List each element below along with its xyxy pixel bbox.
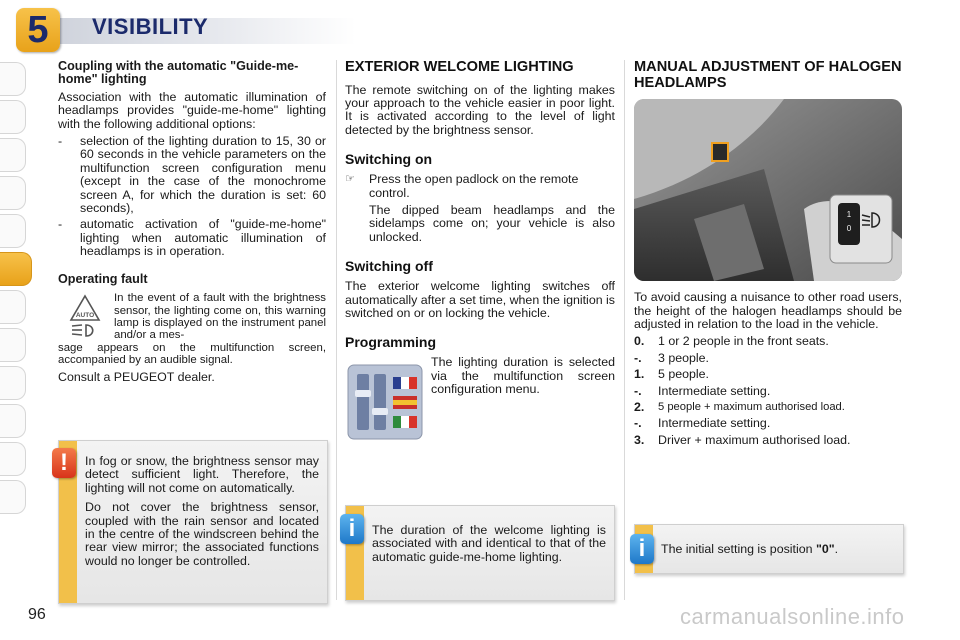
setting-text: Intermediate setting. — [658, 416, 771, 431]
duration-text: The duration of the welcome lighting is associated with and identical to that of the automatic guide-me-home lighting. — [372, 523, 606, 564]
welcome-intro: The remote switching on of the lighting makes your approach to the vehicle easier in poor light. It is activated according to the level of light detected by the brightness sensor. — [345, 82, 615, 137]
chapter-tab[interactable] — [0, 214, 26, 248]
programming-row — [345, 356, 615, 440]
welcome-lighting-title: EXTERIOR WELCOME LIGHTING — [345, 59, 574, 75]
setting-text: Intermediate setting. — [658, 383, 771, 398]
coupling-heading: Coupling with the automatic "Guide-me-home" lighting — [58, 59, 299, 87]
dash-mark: - — [58, 217, 63, 232]
chapter-tab[interactable] — [0, 290, 26, 324]
adjustment-intro: To avoid causing a nuisance to other road users, the height of the halogen headlamps should be adjusted in relation to the load in the vehicle. — [634, 290, 902, 331]
dash-mark: - — [58, 134, 63, 149]
auto-headlamp-warning-icon — [68, 294, 102, 342]
svg-text:AUTO: AUTO — [75, 312, 95, 320]
list-item — [634, 401, 902, 414]
headlamp-adjustment-dial-photo — [634, 99, 902, 281]
switching-off-heading: Switching off — [345, 258, 433, 275]
list-item — [634, 434, 902, 447]
list-item — [634, 385, 902, 398]
setting-key: -. — [634, 416, 642, 431]
load-settings-list — [634, 335, 902, 447]
list-item — [58, 135, 326, 215]
list-item — [634, 335, 902, 348]
coupling-intro: Association with the automatic illumination of headlamps provides "guide-me-home" lighting with the following additional options: — [58, 89, 326, 131]
chapter-tab[interactable] — [0, 442, 26, 476]
watermark: carmanualsonline.info — [680, 604, 905, 629]
setting-text: 1 or 2 people in the front seats. — [658, 334, 829, 349]
programming-text: The lighting duration is selected via the multifunction screen configuration menu. — [431, 355, 615, 397]
setting-text: Driver + maximum authorised load. — [658, 432, 851, 447]
page-title: VISIBILITY — [92, 14, 209, 39]
switching-on-result: The dipped beam headlamps and the sidelamps come on; your vehicle is also unlocked. — [369, 203, 615, 244]
initial-setting-box — [634, 524, 904, 574]
chapter-tab[interactable] — [0, 404, 26, 438]
setting-key: -. — [634, 383, 642, 398]
pointing-hand-icon: ☞ — [345, 173, 355, 186]
chapter-tab[interactable] — [0, 480, 26, 514]
info-icon: i — [340, 514, 364, 544]
list-item — [634, 417, 902, 430]
warning-exclamation-icon: ! — [52, 448, 76, 478]
initial-end: . — [834, 542, 839, 556]
fog-para-1: In fog or snow, the brightness sensor may detect sufficient light. Therefore, the lighting will not come on automatically. — [85, 454, 319, 495]
setting-key: -. — [634, 350, 642, 365]
switching-on-step — [345, 173, 615, 200]
chapter-tab[interactable] — [0, 176, 26, 210]
initial-box-content — [635, 525, 903, 564]
programming-heading: Programming — [345, 334, 437, 351]
setting-text: 5 people. — [658, 367, 709, 382]
setting-text: 5 people + maximum authorised load. — [658, 401, 845, 414]
headlamp-adjustment-title: MANUAL ADJUSTMENT OF HALOGEN HEADLAMPS — [634, 59, 902, 91]
list-item — [634, 368, 902, 381]
duration-box-content — [346, 506, 614, 578]
initial-text: The initial setting is position — [661, 542, 816, 556]
svg-text:1: 1 — [846, 210, 852, 220]
column-divider — [336, 60, 337, 600]
setting-key: 3. — [634, 432, 645, 447]
setting-key: 0. — [634, 334, 645, 349]
fault-text-a: In the event of a fault with the brightness sensor, the lighting come on, this warning lamp is displayed on the instrument panel and/or a mes- — [114, 292, 326, 342]
fault-heading: Operating fault — [58, 271, 148, 286]
switching-off-text: The exterior welcome lighting switches off automatically after a set time, when the ignition is switched on or on locking the vehicle. — [345, 279, 615, 321]
fog-para-2: Do not cover the brightness sensor, coupled with the rain sensor and located in the centre of the windscreen behind the rear view mirror; the associated functions would no longer be controlled. — [85, 500, 319, 568]
switching-on-heading: Switching on — [345, 151, 433, 168]
middle-column — [345, 60, 615, 440]
chapter-tab[interactable] — [0, 62, 26, 96]
option-text: automatic activation of "guide-me-home" lighting when automatic illumination of headlamps is in operation. — [80, 217, 326, 259]
page-number: 96 — [28, 606, 46, 623]
list-item — [634, 352, 902, 365]
initial-value: "0" — [815, 542, 835, 556]
column-divider — [624, 60, 625, 600]
option-text: selection of the lighting duration to 15, 30 or 60 seconds in the vehicle parameters on the multifunction screen configuration menu (except in the case of the monochrome screen A, for which the duration is set: 60 seconds), — [80, 134, 326, 216]
right-column — [634, 60, 902, 450]
chapter-badge: 5 — [16, 8, 60, 52]
chapter-tabs — [0, 62, 30, 518]
fog-box-content — [59, 441, 327, 582]
configuration-menu-icon — [347, 364, 423, 440]
chapter-tab-active[interactable] — [0, 252, 32, 286]
chapter-tab[interactable] — [0, 138, 26, 172]
setting-text: 3 people. — [658, 350, 709, 365]
left-column — [58, 60, 326, 388]
chapter-tab[interactable] — [0, 100, 26, 134]
fault-text-b: sage appears on the multifunction screen, accompanied by an audible signal. — [58, 341, 326, 367]
list-item — [58, 218, 326, 258]
info-icon: i — [630, 534, 654, 564]
fog-warning-box — [58, 440, 328, 604]
svg-text:0: 0 — [846, 224, 852, 234]
chapter-tab[interactable] — [0, 328, 26, 362]
setting-key: 1. — [634, 367, 645, 382]
chapter-tab[interactable] — [0, 366, 26, 400]
switching-on-step-text: Press the open padlock on the remote control. — [369, 172, 579, 200]
setting-key: 2. — [634, 400, 645, 415]
duration-info-box — [345, 505, 615, 601]
consult-text: Consult a PEUGEOT dealer. — [58, 369, 215, 384]
fault-row — [58, 292, 326, 342]
